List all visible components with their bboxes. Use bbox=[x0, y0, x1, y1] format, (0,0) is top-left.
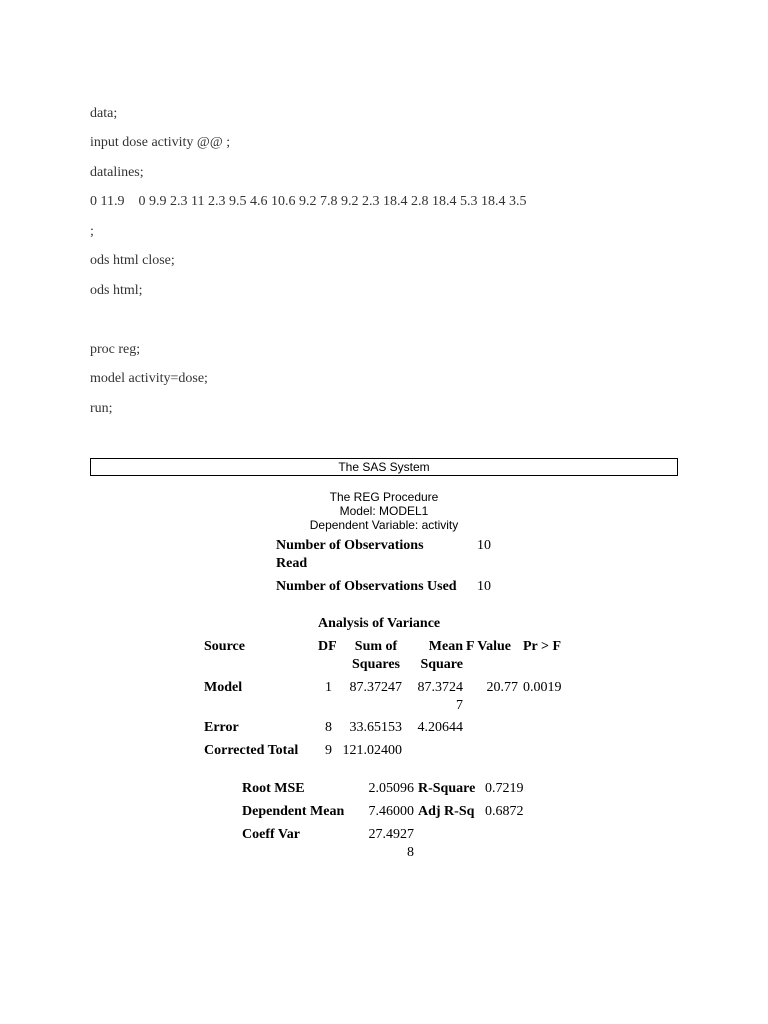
anova-header-source: Source bbox=[204, 639, 245, 654]
anova-header-ms: Mean Square bbox=[420, 639, 463, 672]
obs-used-label: Number of Observations Used bbox=[276, 579, 457, 594]
fit-value-adj-r-sq: 0.6872 bbox=[485, 804, 524, 819]
anova-ss-model: 87.37247 bbox=[349, 680, 402, 695]
code-line: proc reg; bbox=[90, 342, 141, 357]
anova-header-p: Pr > F bbox=[523, 639, 562, 654]
anova-ss-total: 121.02400 bbox=[342, 743, 402, 758]
fit-label-r-square: R-Square bbox=[418, 781, 476, 796]
anova-df-total: 9 bbox=[325, 743, 332, 758]
anova-ss-error: 33.65153 bbox=[349, 720, 402, 735]
obs-read-value: 10 bbox=[477, 538, 491, 553]
code-line: ods html; bbox=[90, 283, 143, 298]
model-name: Model: MODEL1 bbox=[339, 504, 429, 518]
anova-header-f: F Value bbox=[466, 639, 511, 654]
anova-source-total: Corrected Total bbox=[204, 743, 299, 758]
anova-f-model: 20.77 bbox=[486, 680, 518, 695]
anova-ms-error: 4.20644 bbox=[417, 720, 463, 735]
fit-label-coeff-var: Coeff Var bbox=[242, 827, 300, 842]
code-line: model activity=dose; bbox=[90, 371, 208, 386]
anova-source-error: Error bbox=[204, 720, 239, 735]
code-line: data; bbox=[90, 106, 118, 121]
obs-used-value: 10 bbox=[477, 579, 491, 594]
code-line: ; bbox=[90, 224, 94, 239]
code-line: run; bbox=[90, 401, 113, 416]
code-line: datalines; bbox=[90, 165, 144, 180]
anova-title: Analysis of Variance bbox=[318, 616, 441, 631]
anova-source-model: Model bbox=[204, 680, 243, 695]
code-line: 0 11.9 0 9.9 2.3 11 2.3 9.5 4.6 10.6 9.2 7.8 9.2 2.3 18.4 2.8 18.4 5.3 18.4 3.5 bbox=[90, 194, 527, 209]
anova-header-ss: Sum of Squares bbox=[352, 639, 400, 672]
fit-value-dependent-mean: 7.46000 bbox=[368, 804, 414, 819]
sas-system-banner: The SAS System bbox=[90, 458, 678, 476]
anova-df-error: 8 bbox=[325, 720, 332, 735]
anova-ms-model: 87.37247 bbox=[417, 680, 463, 713]
code-line: input dose activity @@ ; bbox=[90, 135, 231, 150]
fit-value-root-mse: 2.05096 bbox=[368, 781, 414, 796]
anova-p-model: 0.0019 bbox=[523, 680, 562, 695]
fit-value-coeff-var: 27.49278 bbox=[368, 827, 414, 860]
fit-label-adj-r-sq: Adj R-Sq bbox=[418, 804, 475, 819]
procedure-title: The REG Procedure bbox=[329, 490, 439, 504]
code-line: ods html close; bbox=[90, 253, 175, 268]
fit-label-dependent-mean: Dependent Mean bbox=[242, 804, 345, 819]
fit-label-root-mse: Root MSE bbox=[242, 781, 305, 796]
dependent-variable: Dependent Variable: activity bbox=[309, 518, 459, 532]
fit-value-r-square: 0.7219 bbox=[485, 781, 524, 796]
obs-read-label: Number of Observations Read bbox=[276, 538, 424, 571]
anova-df-model: 1 bbox=[325, 680, 332, 695]
anova-header-df: DF bbox=[318, 639, 337, 654]
